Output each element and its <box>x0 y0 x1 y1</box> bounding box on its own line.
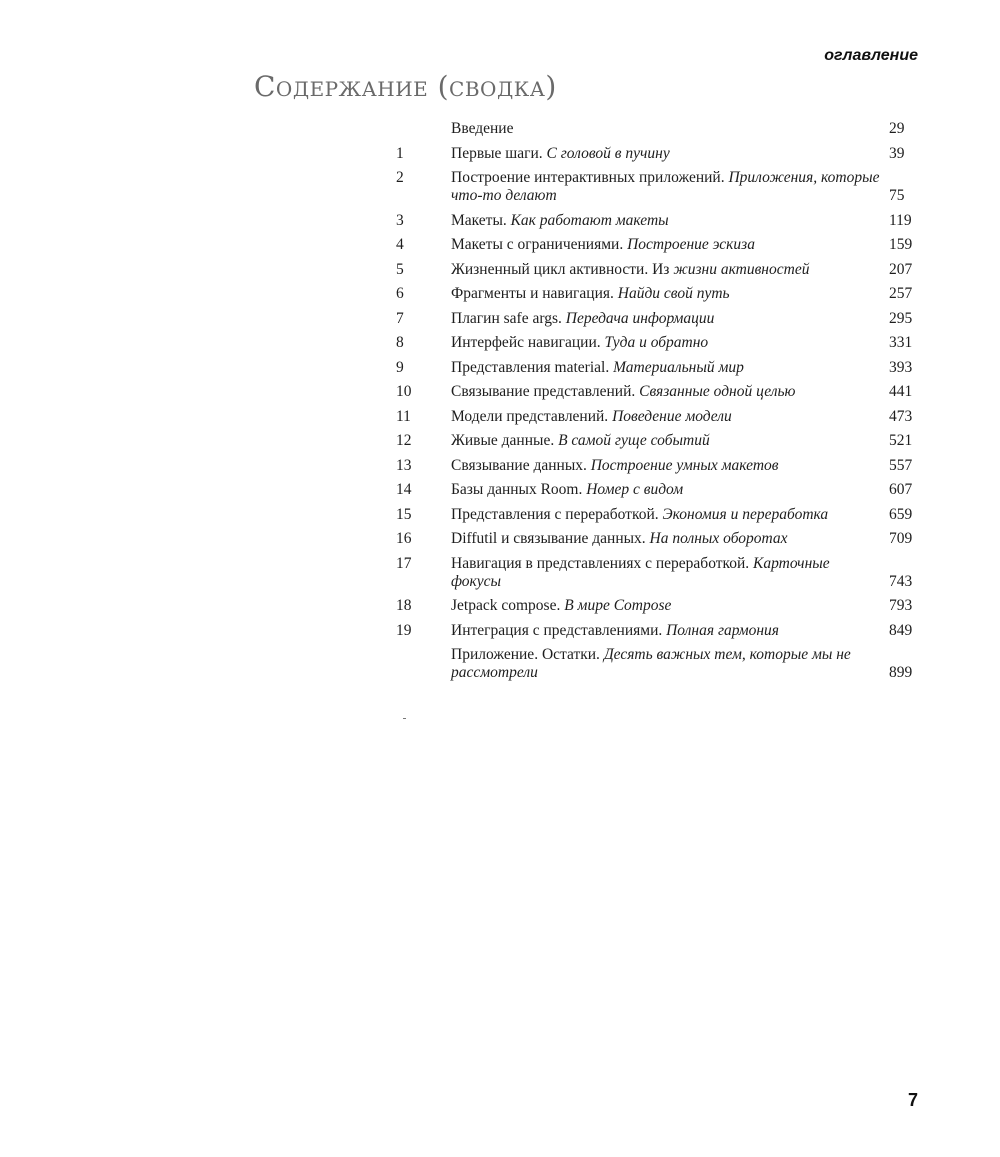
toc-row <box>396 261 918 279</box>
chapter-title <box>451 622 889 640</box>
toc-row <box>396 334 918 352</box>
chapter-page: 119 <box>889 211 912 229</box>
chapter-main-title: Плагин safe args. <box>451 309 566 327</box>
chapter-main-title: Фрагменты и навигация. <box>451 285 618 302</box>
chapter-subtitle: Связанные одной целью <box>639 383 796 400</box>
chapter-number: 5 <box>396 260 404 278</box>
chapter-title <box>451 310 889 328</box>
chapter-subtitle: В мире Compose <box>564 597 672 614</box>
chapter-page: 257 <box>889 285 913 302</box>
chapter-main-title: Построение интерактивных приложений. <box>451 169 729 186</box>
chapter-title <box>451 212 889 230</box>
chapter-page: 441 <box>889 383 913 400</box>
toc-row <box>396 432 918 450</box>
chapter-subtitle: Экономия и переработка <box>662 505 829 523</box>
toc-row <box>396 408 918 426</box>
page-number: 7 <box>907 1090 918 1110</box>
chapter-title <box>451 432 889 450</box>
chapter-page: 899 <box>889 664 913 681</box>
table-of-contents <box>396 120 918 689</box>
chapter-number: 10 <box>396 383 412 400</box>
chapter-title <box>451 383 889 401</box>
chapter-page: 709 <box>889 530 913 547</box>
chapter-number: 14 <box>396 481 412 498</box>
chapter-title <box>451 646 889 682</box>
chapter-title <box>451 481 889 499</box>
chapter-main-title: Макеты. <box>451 211 511 229</box>
chapter-main-title: Жизненный цикл активности. Из <box>451 260 674 278</box>
chapter-main-title: Jetpack compose. <box>451 597 565 614</box>
chapter-title <box>451 285 889 303</box>
toc-row <box>396 169 918 205</box>
chapter-number: 2 <box>396 169 404 186</box>
chapter-subtitle: Туда и обратно <box>604 334 709 351</box>
chapter-title <box>451 334 889 352</box>
toc-row <box>396 120 918 138</box>
chapter-main-title: Diffutil и связывание данных. <box>451 530 650 547</box>
chapter-main-title: Интеграция с представлениями. <box>451 621 667 639</box>
chapter-page: 659 <box>889 505 913 523</box>
chapter-number: 1 <box>396 144 404 162</box>
chapter-subtitle: Карточные фокусы <box>451 554 830 590</box>
chapter-title <box>451 145 889 163</box>
toc-row <box>396 530 918 548</box>
chapter-title <box>451 236 889 254</box>
chapter-page: 207 <box>889 260 913 278</box>
chapter-subtitle: Поведение модели <box>612 407 732 425</box>
chapter-main-title: Первые шаги. <box>451 144 547 162</box>
toc-row <box>396 285 918 303</box>
toc-row <box>396 145 918 163</box>
chapter-subtitle: Приложения, которые что-то делают <box>451 169 880 204</box>
chapter-subtitle: Материальный мир <box>613 358 744 376</box>
chapter-page: 473 <box>889 407 913 425</box>
chapter-main-title: Макеты с ограничениями. <box>451 236 628 253</box>
toc-row <box>396 310 918 328</box>
chapter-number: 7 <box>396 309 404 327</box>
chapter-main-title: Базы данных Room. <box>451 481 587 498</box>
chapter-number: 12 <box>396 432 412 449</box>
chapter-subtitle: С головой в пучину <box>546 144 670 162</box>
chapter-number: 3 <box>396 211 404 229</box>
print-mark <box>403 718 406 719</box>
chapter-title <box>451 408 889 426</box>
chapter-title <box>451 169 889 205</box>
toc-row <box>396 457 918 475</box>
toc-row <box>396 236 918 254</box>
chapter-title <box>451 506 889 524</box>
chapter-title <box>451 359 889 377</box>
chapter-page: 159 <box>889 236 913 253</box>
chapter-number: 17 <box>396 554 412 572</box>
chapter-main-title: Живые данные. <box>451 432 559 449</box>
chapter-number: 16 <box>396 530 412 547</box>
page-title: Содержание (сводка) <box>254 70 557 103</box>
toc-row <box>396 597 918 615</box>
chapter-subtitle: Найди свой путь <box>617 285 730 302</box>
chapter-title <box>451 120 889 138</box>
chapter-number: 4 <box>396 236 404 253</box>
chapter-page: 607 <box>889 481 913 498</box>
chapter-title <box>451 530 889 548</box>
toc-row <box>396 646 918 682</box>
chapter-subtitle: На полных оборотах <box>649 530 788 547</box>
toc-row <box>396 359 918 377</box>
chapter-page: 393 <box>889 358 913 376</box>
chapter-page: 39 <box>889 144 905 162</box>
chapter-main-title: Представления с переработкой. <box>451 505 663 523</box>
chapter-page: 521 <box>889 432 913 449</box>
chapter-subtitle: Десять важных тем, которые мы не рассмотрели <box>451 646 851 681</box>
chapter-title <box>451 597 889 615</box>
chapter-subtitle: Построение эскиза <box>627 236 755 253</box>
chapter-page: 793 <box>889 597 913 614</box>
chapter-number: 15 <box>396 505 412 523</box>
toc-row <box>396 383 918 401</box>
chapter-subtitle: Номер с видом <box>586 481 684 498</box>
chapter-main-title: Связывание представлений. <box>451 383 640 400</box>
chapter-page: 743 <box>889 572 913 590</box>
chapter-main-title: Представления material. <box>451 358 614 376</box>
toc-row <box>396 506 918 524</box>
chapter-subtitle: Полная гармония <box>666 621 780 639</box>
chapter-number: 18 <box>396 597 412 614</box>
chapter-page: 295 <box>889 309 913 327</box>
chapter-main-title: Навигация в представлениях с переработкой. <box>451 554 754 572</box>
chapter-main-title: Приложение. Остатки. <box>451 646 604 663</box>
chapter-title <box>451 555 889 591</box>
chapter-title <box>451 261 889 279</box>
chapter-subtitle: Как работают макеты <box>510 211 669 229</box>
chapter-number: 8 <box>396 334 404 351</box>
chapter-number: 13 <box>396 456 412 474</box>
toc-row <box>396 481 918 499</box>
chapter-main-title: Связывание данных. <box>451 456 591 474</box>
chapter-main-title: Модели представлений. <box>451 407 613 425</box>
chapter-subtitle: Передача информации <box>565 309 715 327</box>
chapter-page: 849 <box>889 621 913 639</box>
running-header: оглавление <box>824 47 918 64</box>
toc-row <box>396 555 918 591</box>
toc-row <box>396 212 918 230</box>
chapter-subtitle: Построение умных макетов <box>590 456 779 474</box>
chapter-number: 9 <box>396 358 404 376</box>
chapter-page: 29 <box>889 120 905 137</box>
chapter-number: 6 <box>396 285 404 302</box>
chapter-page: 331 <box>889 334 913 351</box>
chapter-page: 557 <box>889 456 913 474</box>
chapter-main-title: Интерфейс навигации. <box>451 334 605 351</box>
chapter-main-title: Введение <box>451 120 514 137</box>
chapter-number: 19 <box>396 621 412 639</box>
chapter-title <box>451 457 889 475</box>
chapter-subtitle: В самой гуще событий <box>558 432 710 449</box>
chapter-subtitle: жизни активностей <box>673 260 810 278</box>
toc-row <box>396 622 918 640</box>
chapter-number: 11 <box>396 407 411 425</box>
chapter-page: 75 <box>889 187 905 204</box>
